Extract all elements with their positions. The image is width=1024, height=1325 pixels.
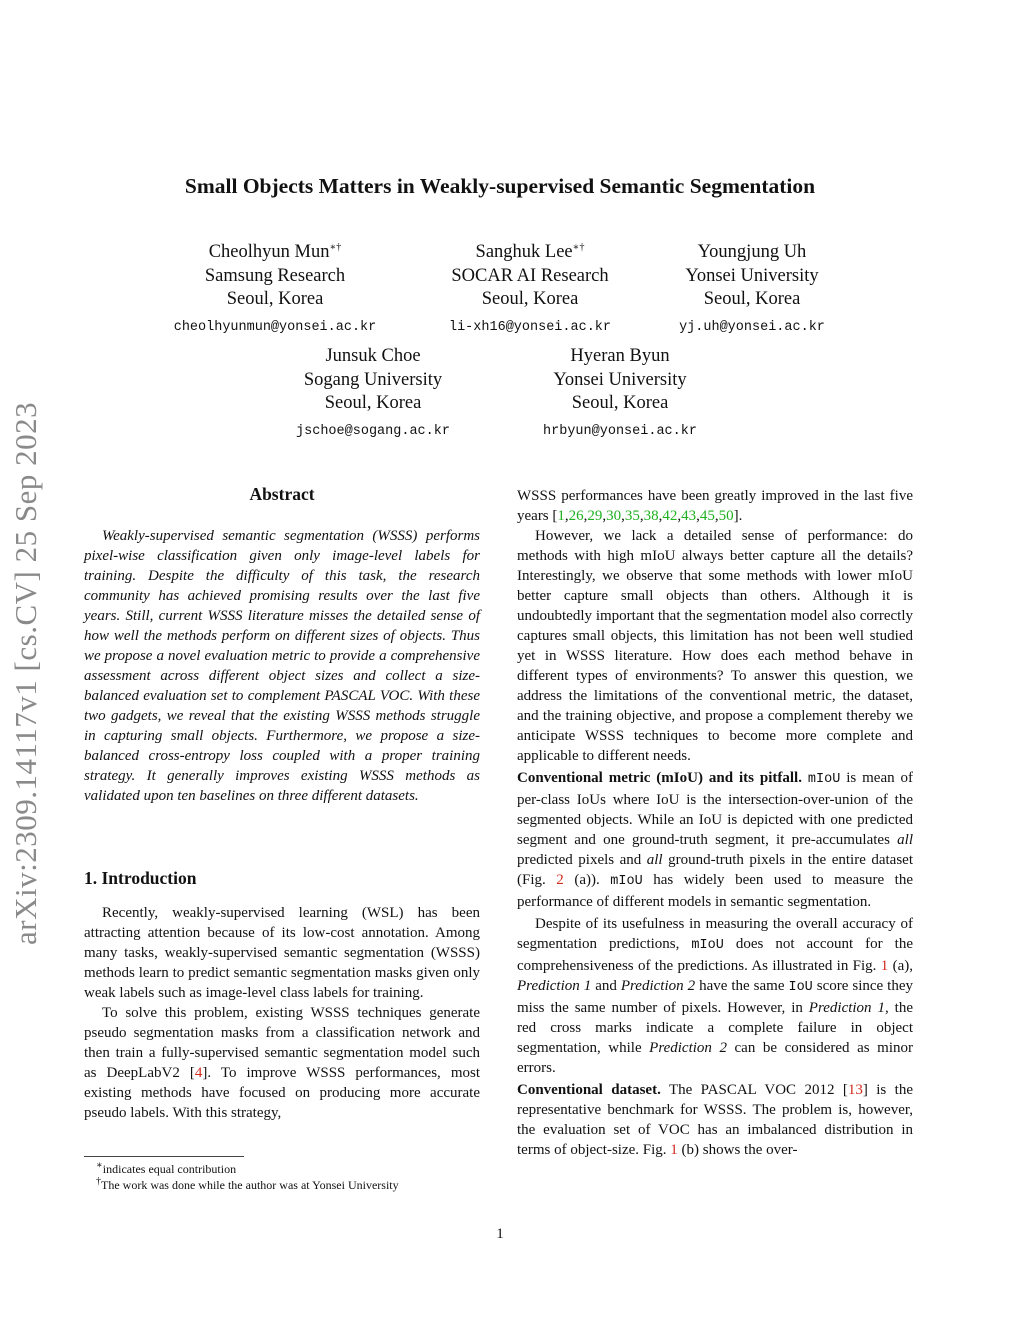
citation-link[interactable]: 45 — [699, 508, 715, 524]
intro-paragraph-metric: Conventional metric (mIoU) and its pitfall. mIoU is mean of per-class IoUs where IoU is the intersection-over-union of the segmented objects. While an IoU is depicted with one predicted segment and one ground-truth segment, it pre-accumulates all predicted pixels and all ground-truth pixels in the entire dataset (Fig. 2 (a)). mIoU has widely been used to measure the performance of different models in semantic segmentation. — [517, 770, 914, 910]
section-heading-introduction: 1. Introduction — [84, 868, 197, 888]
citation-link[interactable]: 38 — [643, 508, 659, 524]
author-email: jschoe@sogang.ac.kr — [296, 423, 450, 439]
author-affiliation: Yonsei University — [553, 369, 687, 390]
intro-paragraph: Recently, weakly-supervised learning (WSL) has been attracting attention because of its low-cost annotation. Among many tasks, weakly-supervised semantic segmentation (WSSS) methods learn to predict semantic segmentation masks given only weak labels such as image-level class labels for training. — [84, 905, 480, 1001]
footnote-rule — [84, 1156, 244, 1157]
citation-link[interactable]: 42 — [662, 508, 678, 524]
author-name: Junsuk Choe — [325, 346, 421, 366]
author-location: Seoul, Korea — [226, 289, 324, 309]
author-mark: ∗† — [572, 241, 585, 253]
intro-paragraph-dataset: Conventional dataset. The PASCAL VOC 2012 [13] is the representative benchmark for WSSS. The problem is, however, the evaluation set of VOC has an imbalanced distribution in terms of object-size. Fig. 1 (b) shows the over- — [517, 1082, 913, 1158]
author-block — [160, 241, 390, 339]
intro-paragraph-continued: WSSS performances have been greatly improved in the last five years [1,​26,​29,​30,​35,​38,​42,​43,​45,​50]. — [517, 488, 913, 524]
page-number: 1 — [496, 1226, 504, 1242]
citation-link[interactable]: 13 — [847, 1082, 863, 1098]
footnote-equal-contribution: ∗indicates equal contribution — [96, 1160, 237, 1176]
author-name: Sanghuk Lee — [475, 242, 573, 262]
figure-link[interactable]: 1 — [880, 958, 889, 974]
figure-link[interactable]: 1 — [670, 1142, 678, 1158]
citation-link[interactable]: 50 — [718, 508, 734, 524]
intro-right-column — [517, 486, 913, 1160]
author-mark: ∗† — [329, 241, 342, 253]
footnote-work-note: †The work was done while the author was at Yonsei University — [96, 1176, 399, 1192]
author-email: cheolhyunmun@yonsei.ac.kr — [173, 319, 377, 335]
author-affiliation: Yonsei University — [685, 265, 819, 286]
intro-paragraph: However, we lack a detailed sense of performance: do methods with high mIoU always better capture all the details? Interestingly, we observe that some methods with lower mIoU better capture small objects than others. Although it is undoubtedly important that the segmentation model also correctly captures small objects, this limitation has not been well studied yet in WSSS literature. How does each method behave in different types of environments? To answer this question, we address the limitations of the conventional metric, the dataset, and the training objective, and propose a complement thereby we anticipate WSSS techniques to become more complete and applicable to different needs. — [517, 528, 913, 764]
citation-link[interactable]: 35 — [624, 508, 640, 524]
citation-link[interactable]: 43 — [681, 508, 697, 524]
citation-link[interactable]: 1 — [557, 508, 565, 524]
author-affiliation: Sogang University — [303, 369, 443, 390]
author-email: li-xh16@yonsei.ac.kr — [448, 319, 612, 335]
abstract-text — [84, 526, 480, 806]
author-location: Seoul, Korea — [571, 393, 669, 413]
author-location: Seoul, Korea — [703, 289, 801, 309]
author-email: hrbyun@yonsei.ac.kr — [543, 423, 697, 439]
abstract-heading: Abstract — [249, 484, 315, 504]
author-affiliation: Samsung Research — [204, 265, 346, 286]
author-affiliation: SOCAR AI Research — [451, 265, 609, 286]
author-block — [415, 241, 645, 339]
author-name: Cheolhyun Mun — [208, 242, 330, 262]
citation-link[interactable]: 4 — [194, 1065, 203, 1081]
arxiv-stamp: arXiv:2309.14117v1 [cs.CV] 25 Sep 2023 — [8, 401, 43, 945]
author-block — [505, 345, 735, 443]
paragraph-heading-dataset: Conventional dataset. — [517, 1082, 661, 1098]
citation-link[interactable]: 29 — [587, 508, 603, 524]
intro-paragraph: To solve this problem, existing WSSS techniques generate pseudo segmentation masks from a classification network and then train a fully-supervised semantic segmentation model such as DeepLabV2 [4]. To improve WSSS performances, most existing methods have focused on producing more accurate pseudo labels. With this strategy, — [84, 1005, 480, 1121]
author-location: Seoul, Korea — [481, 289, 579, 309]
author-name: Youngjung Uh — [697, 242, 807, 262]
abstract-paragraph: Weakly-supervised semantic segmentation (WSSS) performs pixel-wise classification given only image-level labels for training. Despite the difficulty of this task, the research community has achieved promising results over the last five years. Still, current WSSS literature misses the detailed sense of how well the methods perform on different sizes of objects. Thus we propose a novel evaluation metric to provide a comprehensive assessment across different object sizes and collect a size-balanced evaluation set to complement PASCAL VOC. With these two gadgets, we reveal that the existing WSSS methods struggle in capturing small objects. Furthermore, we propose a size-balanced cross-entropy loss coupled with a proper training strategy. It generally improves existing WSSS methods as validated upon ten baselines on three different datasets. — [84, 528, 480, 804]
citation-link[interactable]: 26 — [568, 508, 584, 524]
footnotes — [96, 1161, 486, 1193]
author-name: Hyeran Byun — [570, 346, 670, 366]
author-block — [258, 345, 488, 443]
paper-title: Small Objects Matters in Weakly-supervised Semantic Segmentation — [184, 174, 816, 198]
intro-paragraph: Despite of its usefulness in measuring the overall accuracy of segmentation predictions, mIoU does not account for the comprehensiveness of the predictions. As illustrated in Fig. 1 (a), Prediction 1 and Prediction 2 have the same IoU score since they miss the same number of pixels. However, in Prediction 1, the red cross marks indicate a complete failure in object segmentation, while Prediction 2 can be considered as minor errors. — [517, 916, 914, 1076]
author-location: Seoul, Korea — [324, 393, 422, 413]
figure-link[interactable]: 2 — [556, 872, 564, 888]
author-block — [637, 241, 867, 339]
author-email: yj.uh@yonsei.ac.kr — [679, 319, 825, 335]
citation-link[interactable]: 30 — [606, 508, 622, 524]
intro-left-column — [84, 903, 480, 1123]
paragraph-heading-metric: Conventional metric (mIoU) and its pitfall. — [517, 770, 802, 786]
